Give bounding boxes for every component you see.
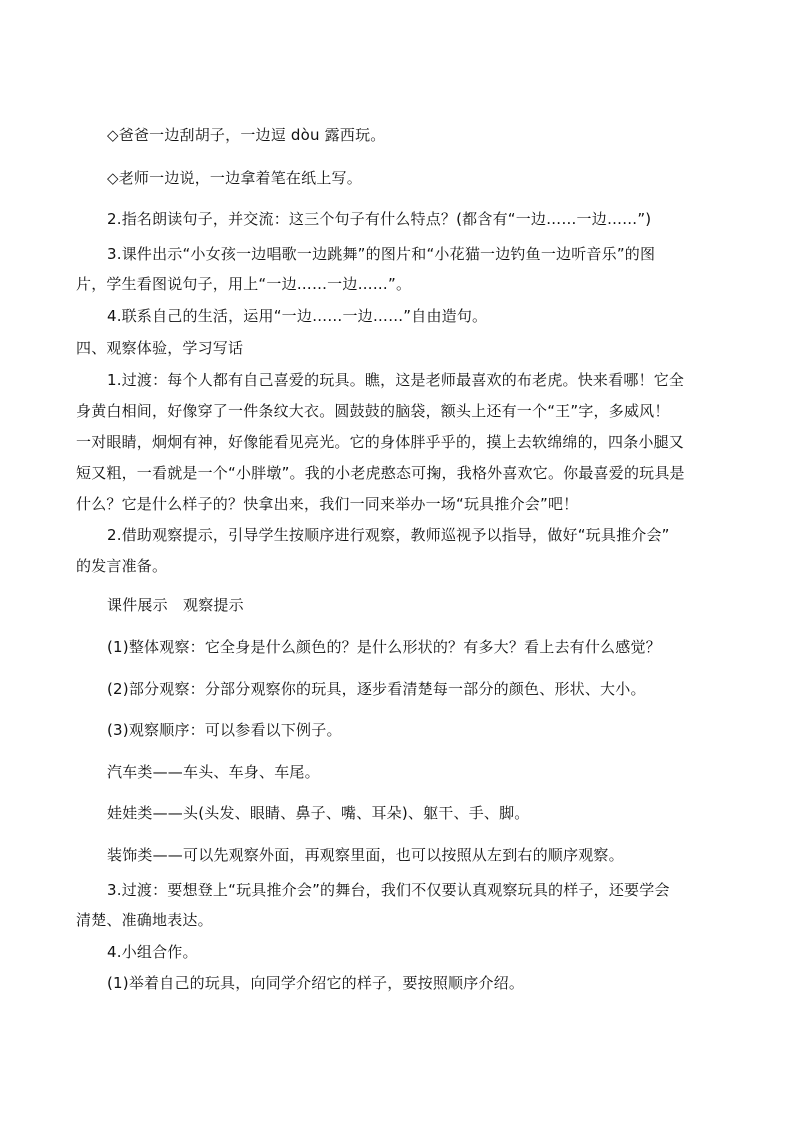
transition-paragraph-line-4: 短又粗，一看就是一个“小胖墩”。我的小老虎憨态可掬，我格外喜欢它。你最喜爱的玩具是 <box>76 464 685 482</box>
example-doll: 娃娃类——头(头发、眼睛、鼻子、嘴、耳朵)、躯干、手、脚。 <box>107 804 530 822</box>
step-2-text: 2.指名朗读句子，并交流：这三个句子有什么特点？(都含有“一边……一边……”) <box>107 210 652 228</box>
transition-paragraph-line-1: 1.过渡：每个人都有自己喜爱的玩具。瞧，这是老师最喜欢的布老虎。快来看哪！它全 <box>107 371 685 389</box>
observation-tip-1: (1)整体观察：它全身是什么颜色的？是什么形状的？有多大？看上去有什么感觉？ <box>107 638 661 656</box>
section-heading-observation: 四、观察体验，学习写话 <box>76 339 244 357</box>
example-sentence-1: ◇爸爸一边刮胡子，一边逗 dòu 露西玩。 <box>107 126 386 144</box>
example-car: 汽车类——车头、车身、车尾。 <box>107 763 320 781</box>
step-3-transition-line-2: 清楚、准确地表达。 <box>76 911 213 929</box>
observation-tip-2: (2)部分观察：分部分观察你的玩具，逐步看清楚每一部分的颜色、形状、大小。 <box>107 680 646 698</box>
transition-paragraph-line-5: 什么？它是什么样子的？快拿出来，我们一同来举办一场“玩具推介会”吧！ <box>76 495 579 513</box>
step-3-text-line-1: 3.课件出示“小女孩一边唱歌一边跳舞”的图片和“小花猫一边钓鱼一边听音乐”的图 <box>107 245 656 263</box>
example-decoration: 装饰类——可以先观察外面，再观察里面，也可以按照从左到右的顺序观察。 <box>107 846 624 864</box>
step-3-text-line-2: 片，学生看图说句子，用上“一边……一边……”。 <box>76 275 412 293</box>
transition-paragraph-line-2: 身黄白相间，好像穿了一件条纹大衣。圆鼓鼓的脑袋，额头上还有一个“王”字，多威风！ <box>76 402 670 420</box>
observation-tip-3: (3)观察顺序：可以参看以下例子。 <box>107 721 342 739</box>
slide-title: 课件展示 观察提示 <box>107 596 244 614</box>
guidance-paragraph-line-2: 的发言准备。 <box>76 557 168 575</box>
group-work-item-1: (1)举着自己的玩具，向同学介绍它的样子，要按照顺序介绍。 <box>107 974 525 992</box>
guidance-paragraph-line-1: 2.借助观察提示，引导学生按顺序进行观察，教师巡视予以指导，做好“玩具推介会” <box>107 526 670 544</box>
step-3-transition-line-1: 3.过渡：要想登上“玩具推介会”的舞台，我们不仅要认真观察玩具的样子，还要学会 <box>107 881 670 899</box>
example-sentence-2: ◇老师一边说，一边拿着笔在纸上写。 <box>107 169 362 187</box>
transition-paragraph-line-3: 一对眼睛，炯炯有神，好像能看见亮光。它的身体胖乎乎的，摸上去软绵绵的，四条小腿又 <box>76 433 685 451</box>
group-work-heading: 4.小组合作。 <box>107 943 198 961</box>
step-4-text: 4.联系自己的生活，运用“一边……一边……”自由造句。 <box>107 307 488 325</box>
